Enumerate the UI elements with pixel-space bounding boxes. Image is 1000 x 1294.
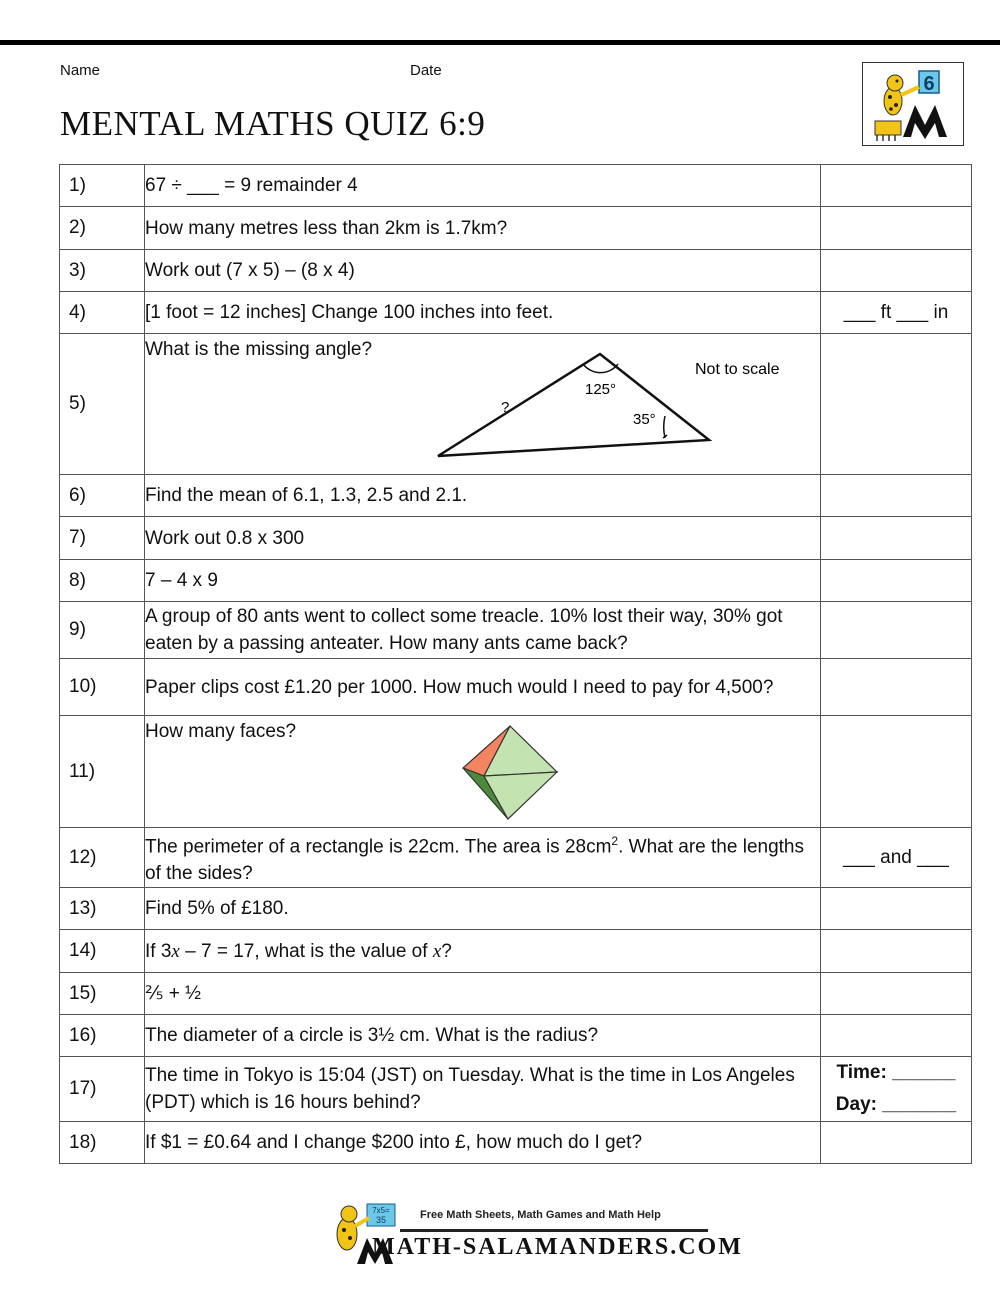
question-text: Work out 0.8 x 300 — [145, 517, 821, 560]
question-row-1 — [60, 165, 972, 207]
time-answer: Time: ______ — [836, 1062, 956, 1084]
question-text — [145, 930, 821, 973]
question-row-13 — [60, 888, 972, 930]
question-text: ⅖ + ½ — [145, 973, 821, 1015]
quiz-table — [59, 164, 972, 1164]
angle-label-125: 125° — [585, 381, 617, 398]
question-number: 1) — [60, 165, 145, 207]
question-number: 17) — [60, 1057, 145, 1122]
question-number: 4) — [60, 292, 145, 334]
answer-box[interactable]: ___ and ___ — [821, 828, 972, 888]
answer-box[interactable] — [821, 334, 972, 475]
superscript: 2 — [611, 834, 619, 848]
variable-x: x — [432, 940, 442, 962]
question-text: If $1 = £0.64 and I change $200 into £, how much do I get? — [145, 1122, 821, 1164]
salamander-logo-icon — [863, 63, 963, 145]
question-row-16 — [60, 1015, 972, 1057]
question-cell — [145, 334, 821, 475]
triangle-diagram — [145, 334, 825, 472]
question-number: 14) — [60, 930, 145, 973]
question-row-10 — [60, 659, 972, 716]
footer-tagline: Free Math Sheets, Math Games and Math Help — [420, 1209, 661, 1221]
question-text: What is the missing angle? — [145, 339, 373, 360]
question-row-8 — [60, 560, 972, 602]
question-cell — [145, 716, 821, 828]
grade-logo — [862, 62, 964, 146]
answer-box[interactable] — [821, 250, 972, 292]
question-number: 16) — [60, 1015, 145, 1057]
answer-box[interactable] — [821, 602, 972, 659]
question-text: 67 ÷ ___ = 9 remainder 4 — [145, 165, 821, 207]
answer-box[interactable] — [821, 716, 972, 828]
answer-box[interactable] — [821, 1015, 972, 1057]
answer-box[interactable] — [821, 560, 972, 602]
face-light-bottom — [484, 772, 557, 819]
question-row-7 — [60, 517, 972, 560]
angle-label-35: 35° — [633, 411, 656, 428]
question-row-14 — [60, 930, 972, 973]
page-title: MENTAL MATHS QUIZ 6:9 — [60, 104, 486, 143]
answer-box[interactable] — [821, 1122, 972, 1164]
answer-box[interactable]: ___ ft ___ in — [821, 292, 972, 334]
question-number: 9) — [60, 602, 145, 659]
question-row-18 — [60, 1122, 972, 1164]
question-row-6 — [60, 475, 972, 517]
question-row-15 — [60, 973, 972, 1015]
question-text: Paper clips cost £1.20 per 1000. How much would I need to pay for 4,500? — [145, 659, 821, 716]
answer-box[interactable] — [821, 659, 972, 716]
top-rule — [0, 40, 1000, 45]
question-number: 6) — [60, 475, 145, 517]
question-row-2 — [60, 207, 972, 250]
question-row-4 — [60, 292, 972, 334]
question-text: Work out (7 x 5) – (8 x 4) — [145, 250, 821, 292]
question-number: 7) — [60, 517, 145, 560]
question-number: 13) — [60, 888, 145, 930]
question-number: 10) — [60, 659, 145, 716]
question-text — [145, 828, 821, 888]
answer-box[interactable] — [821, 930, 972, 973]
grade-number: 6 — [923, 73, 935, 95]
answer-box[interactable] — [821, 165, 972, 207]
question-row-9 — [60, 602, 972, 659]
question-text: The diameter of a circle is 3½ cm. What is the radius? — [145, 1015, 821, 1057]
question-number: 3) — [60, 250, 145, 292]
scale-note: Not to scale — [695, 361, 780, 378]
question-text: [1 foot = 12 inches] Change 100 inches into feet. — [145, 292, 821, 334]
question-text: How many metres less than 2km is 1.7km? — [145, 207, 821, 250]
question-number: 5) — [60, 334, 145, 475]
question-text: Find 5% of £180. — [145, 888, 821, 930]
answer-box[interactable] — [821, 207, 972, 250]
question-row-12 — [60, 828, 972, 888]
question-row-5 — [60, 334, 972, 475]
question-text: How many faces? — [145, 721, 297, 742]
angle-label-unknown: ? — [501, 399, 510, 416]
question-number: 18) — [60, 1122, 145, 1164]
question-text-b: – 7 = 17, what is the value of — [179, 940, 433, 962]
octahedron-diagram — [145, 716, 745, 826]
footer-site-link[interactable]: MATH-SALAMANDERS.COM — [372, 1234, 743, 1260]
day-answer: Day: _______ — [835, 1094, 957, 1116]
question-text: The time in Tokyo is 15:04 (JST) on Tuesday. What is the time in Los Angeles (PDT) which is 16 hours behind? — [145, 1057, 821, 1122]
question-number: 8) — [60, 560, 145, 602]
question-text-c: ? — [441, 940, 452, 962]
question-text: A group of 80 ants went to collect some treacle. 10% lost their way, 30% got eaten by a passing anteater. How many ants came back? — [145, 602, 821, 659]
date-label: Date — [410, 62, 442, 79]
question-number: 11) — [60, 716, 145, 828]
answer-box[interactable] — [821, 517, 972, 560]
question-row-11 — [60, 716, 972, 828]
answer-box[interactable] — [821, 1057, 972, 1122]
logo-sum-top: 7x5= — [372, 1206, 390, 1215]
answer-box[interactable] — [821, 888, 972, 930]
question-number: 12) — [60, 828, 145, 888]
question-row-3 — [60, 250, 972, 292]
question-text: 7 – 4 x 9 — [145, 560, 821, 602]
question-number: 15) — [60, 973, 145, 1015]
answer-box[interactable] — [821, 973, 972, 1015]
name-label: Name — [60, 62, 101, 79]
question-text: Find the mean of 6.1, 1.3, 2.5 and 2.1. — [145, 475, 821, 517]
question-number: 2) — [60, 207, 145, 250]
question-text-b: . What are the lengths of the sides? — [145, 836, 804, 885]
variable-x: x — [171, 940, 180, 962]
question-row-17 — [60, 1057, 972, 1122]
footer-rule — [400, 1229, 708, 1232]
question-text-a: The perimeter of a rectangle is 22cm. The area is 28cm — [145, 836, 612, 858]
answer-box[interactable] — [821, 475, 972, 517]
logo-sum-bottom: 35 — [375, 1215, 387, 1225]
question-text-a: If 3 — [145, 940, 172, 962]
